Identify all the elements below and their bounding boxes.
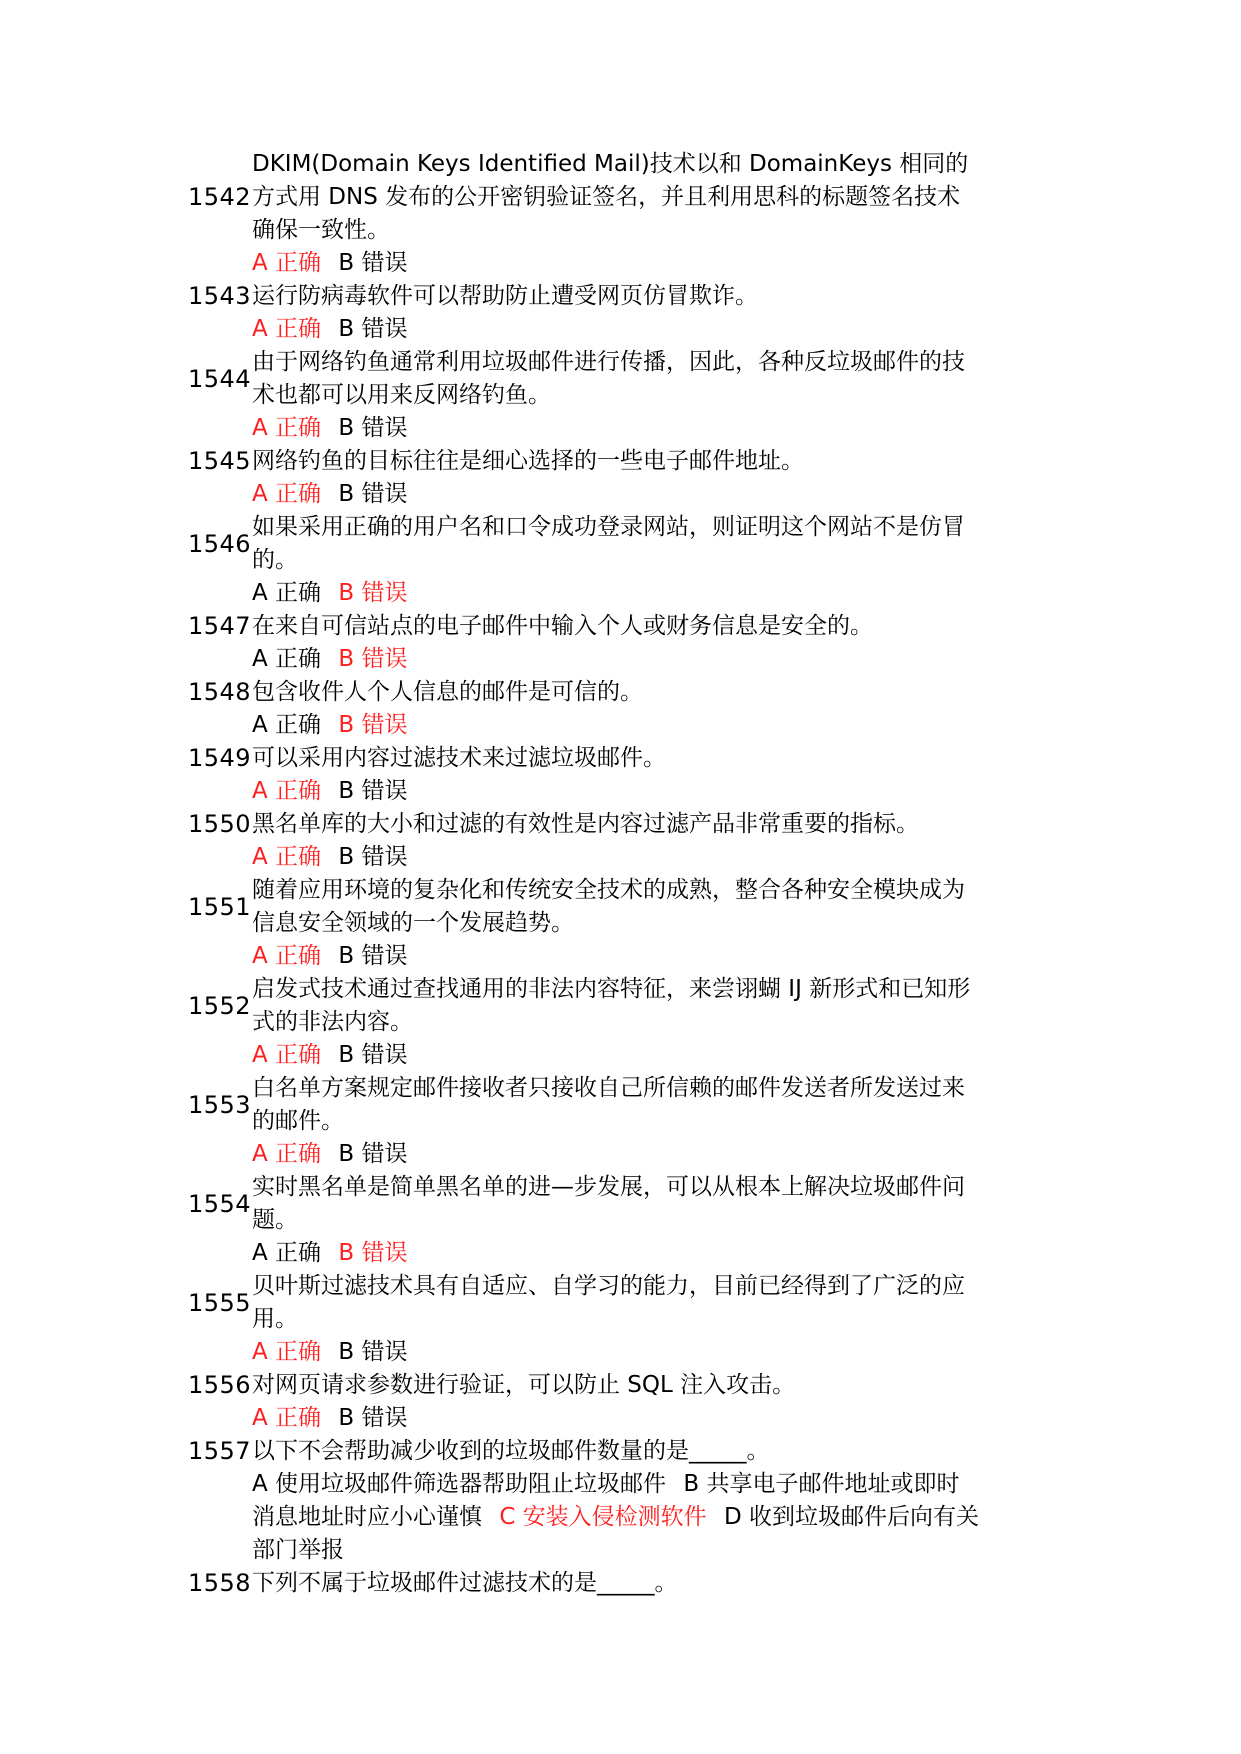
- correct-answer-option: A 正确: [252, 1141, 322, 1167]
- answer-option: B 错误: [338, 943, 408, 969]
- answer-options: [252, 1402, 982, 1435]
- question-item: [188, 1270, 988, 1369]
- question-row: [188, 445, 988, 478]
- question-row: [188, 742, 988, 775]
- correct-answer-option: A 正确: [252, 943, 322, 969]
- answer-options: [252, 775, 982, 808]
- correct-answer-option: A 正确: [252, 1042, 322, 1068]
- question-item: [188, 1567, 988, 1600]
- answer-option: B 错误: [338, 481, 408, 507]
- answer-option: B 错误: [338, 844, 408, 870]
- answer-options: [252, 940, 982, 973]
- correct-answer-option: B 错误: [338, 712, 408, 738]
- answer-option: B 错误: [338, 1339, 408, 1365]
- question-item: [188, 148, 988, 280]
- question-number: 1554: [188, 1189, 252, 1218]
- answer-options: [252, 1336, 982, 1369]
- question-number: 1544: [188, 364, 252, 393]
- question-number: 1553: [188, 1090, 252, 1119]
- answer-option: A 正确: [252, 1240, 322, 1266]
- question-item: [188, 874, 988, 973]
- question-number: 1558: [188, 1569, 252, 1597]
- question-number: 1556: [188, 1371, 252, 1399]
- question-number: 1547: [188, 612, 252, 640]
- question-row: [188, 808, 988, 841]
- answer-options: [252, 643, 982, 676]
- question-text: 下列不属于垃圾邮件过滤技术的是_____。: [252, 1570, 678, 1596]
- question-row: [188, 610, 988, 643]
- answer-options: [252, 1468, 982, 1567]
- question-text: 包含收件人个人信息的邮件是可信的。: [252, 679, 643, 705]
- question-item: [188, 676, 988, 742]
- question-text: 白名单方案规定邮件接收者只接收自己所信赖的邮件发送者所发送过来的邮件。: [252, 1075, 965, 1134]
- question-item: [188, 742, 988, 808]
- answer-options: [252, 709, 982, 742]
- question-text: 运行防病毒软件可以帮助防止遭受网页仿冒欺诈。: [252, 283, 758, 309]
- question-text: 由于网络钓鱼通常利用垃圾邮件进行传播，因此，各种反垃圾邮件的技术也都可以用来反网络钓鱼。: [252, 349, 965, 408]
- question-row: [188, 1435, 988, 1468]
- correct-answer-option: B 错误: [338, 580, 408, 606]
- question-row: [188, 1369, 988, 1402]
- question-text: 贝叶斯过滤技术具有自适应、自学习的能力，目前已经得到了广泛的应用。: [252, 1273, 965, 1332]
- answer-option: A 正确: [252, 580, 322, 606]
- correct-answer-option: A 正确: [252, 415, 322, 441]
- answer-options: [252, 1237, 982, 1270]
- question-item: [188, 1369, 988, 1435]
- answer-options: [252, 412, 982, 445]
- question-text: 如果采用正确的用户名和口令成功登录网站，则证明这个网站不是仿冒的。: [252, 514, 965, 573]
- question-item: [188, 1435, 988, 1567]
- question-text: 对网页请求参数进行验证，可以防止 SQL 注入攻击。: [252, 1372, 796, 1398]
- question-text: 在来自可信站点的电子邮件中输入个人或财务信息是安全的。: [252, 613, 873, 639]
- question-number: 1557: [188, 1437, 252, 1465]
- question-item: [188, 346, 988, 445]
- question-row: [188, 280, 988, 313]
- question-item: [188, 511, 988, 610]
- correct-answer-option: A 正确: [252, 1339, 322, 1365]
- question-row: [188, 676, 988, 709]
- question-item: [188, 445, 988, 511]
- question-row: [188, 511, 988, 577]
- question-number: 1551: [188, 892, 252, 921]
- question-row: [188, 1171, 988, 1237]
- question-item: [188, 610, 988, 676]
- question-row: [188, 874, 988, 940]
- question-item: [188, 808, 988, 874]
- question-number: 1548: [188, 678, 252, 706]
- correct-answer-option: B 错误: [338, 1240, 408, 1266]
- question-text: 黑名单库的大小和过滤的有效性是内容过滤产品非常重要的指标。: [252, 811, 919, 837]
- answer-option: B 共享电子邮件地址或即时消息地址时应小心谨慎: [252, 1471, 960, 1530]
- question-text: 以下不会帮助减少收到的垃圾邮件数量的是_____。: [252, 1438, 770, 1464]
- answer-options: [252, 1039, 982, 1072]
- question-text: 启发式技术通过查找通用的非法内容特征，来尝诩蝴 IJ 新形式和已知形式的非法内容。: [252, 976, 971, 1035]
- question-text: 随着应用环境的复杂化和传统安全技术的成熟，整合各种安全模块成为信息安全领域的一个发展趋势。: [252, 877, 965, 936]
- answer-option: A 正确: [252, 646, 322, 672]
- question-row: [188, 1072, 988, 1138]
- question-row: [188, 973, 988, 1039]
- answer-option: A 使用垃圾邮件筛选器帮助阻止垃圾邮件: [252, 1471, 667, 1497]
- answer-option: B 错误: [338, 1141, 408, 1167]
- answer-options: [252, 841, 982, 874]
- question-row: [188, 148, 988, 247]
- question-number: 1545: [188, 447, 252, 475]
- question-row: [188, 1567, 988, 1600]
- question-number: 1546: [188, 529, 252, 558]
- answer-options: [252, 247, 982, 280]
- answer-options: [252, 1138, 982, 1171]
- question-text: 实时黑名单是简单黑名单的进—步发展，可以从根本上解决垃圾邮件问题。: [252, 1174, 965, 1233]
- answer-option: B 错误: [338, 415, 408, 441]
- answer-option: B 错误: [338, 1042, 408, 1068]
- question-item: [188, 1171, 988, 1270]
- correct-answer-option: A 正确: [252, 1405, 322, 1431]
- correct-answer-option: A 正确: [252, 316, 322, 342]
- question-number: 1550: [188, 810, 252, 838]
- answer-options: [252, 577, 982, 610]
- question-number: 1543: [188, 282, 252, 310]
- question-row: [188, 1270, 988, 1336]
- question-list: [188, 148, 988, 1600]
- correct-answer-option: B 错误: [338, 646, 408, 672]
- question-row: [188, 346, 988, 412]
- answer-options: [252, 478, 982, 511]
- question-item: [188, 1072, 988, 1171]
- question-number: 1552: [188, 991, 252, 1020]
- answer-option: B 错误: [338, 316, 408, 342]
- answer-option: D 收到垃圾邮件后向有关部门举报: [252, 1504, 980, 1563]
- question-number: 1542: [188, 183, 252, 211]
- question-text: 可以采用内容过滤技术来过滤垃圾邮件。: [252, 745, 666, 771]
- question-number: 1549: [188, 744, 252, 772]
- correct-answer-option: C 安装入侵检测软件: [499, 1504, 707, 1530]
- correct-answer-option: A 正确: [252, 250, 322, 276]
- correct-answer-option: A 正确: [252, 778, 322, 804]
- answer-option: B 错误: [338, 778, 408, 804]
- answer-option: B 错误: [338, 250, 408, 276]
- question-text: DKIM(Domain Keys Identified Mail)技术以和 DomainKeys 相同的方式用 DNS 发布的公开密钥验证签名，并且利用思科的标题签名技术确保一致性。: [252, 151, 969, 243]
- question-number: 1555: [188, 1288, 252, 1317]
- correct-answer-option: A 正确: [252, 844, 322, 870]
- answer-option: B 错误: [338, 1405, 408, 1431]
- question-item: [188, 973, 988, 1072]
- question-text: 网络钓鱼的目标往往是细心选择的一些电子邮件地址。: [252, 448, 804, 474]
- answer-options: [252, 313, 982, 346]
- correct-answer-option: A 正确: [252, 481, 322, 507]
- answer-option: A 正确: [252, 712, 322, 738]
- question-item: [188, 280, 988, 346]
